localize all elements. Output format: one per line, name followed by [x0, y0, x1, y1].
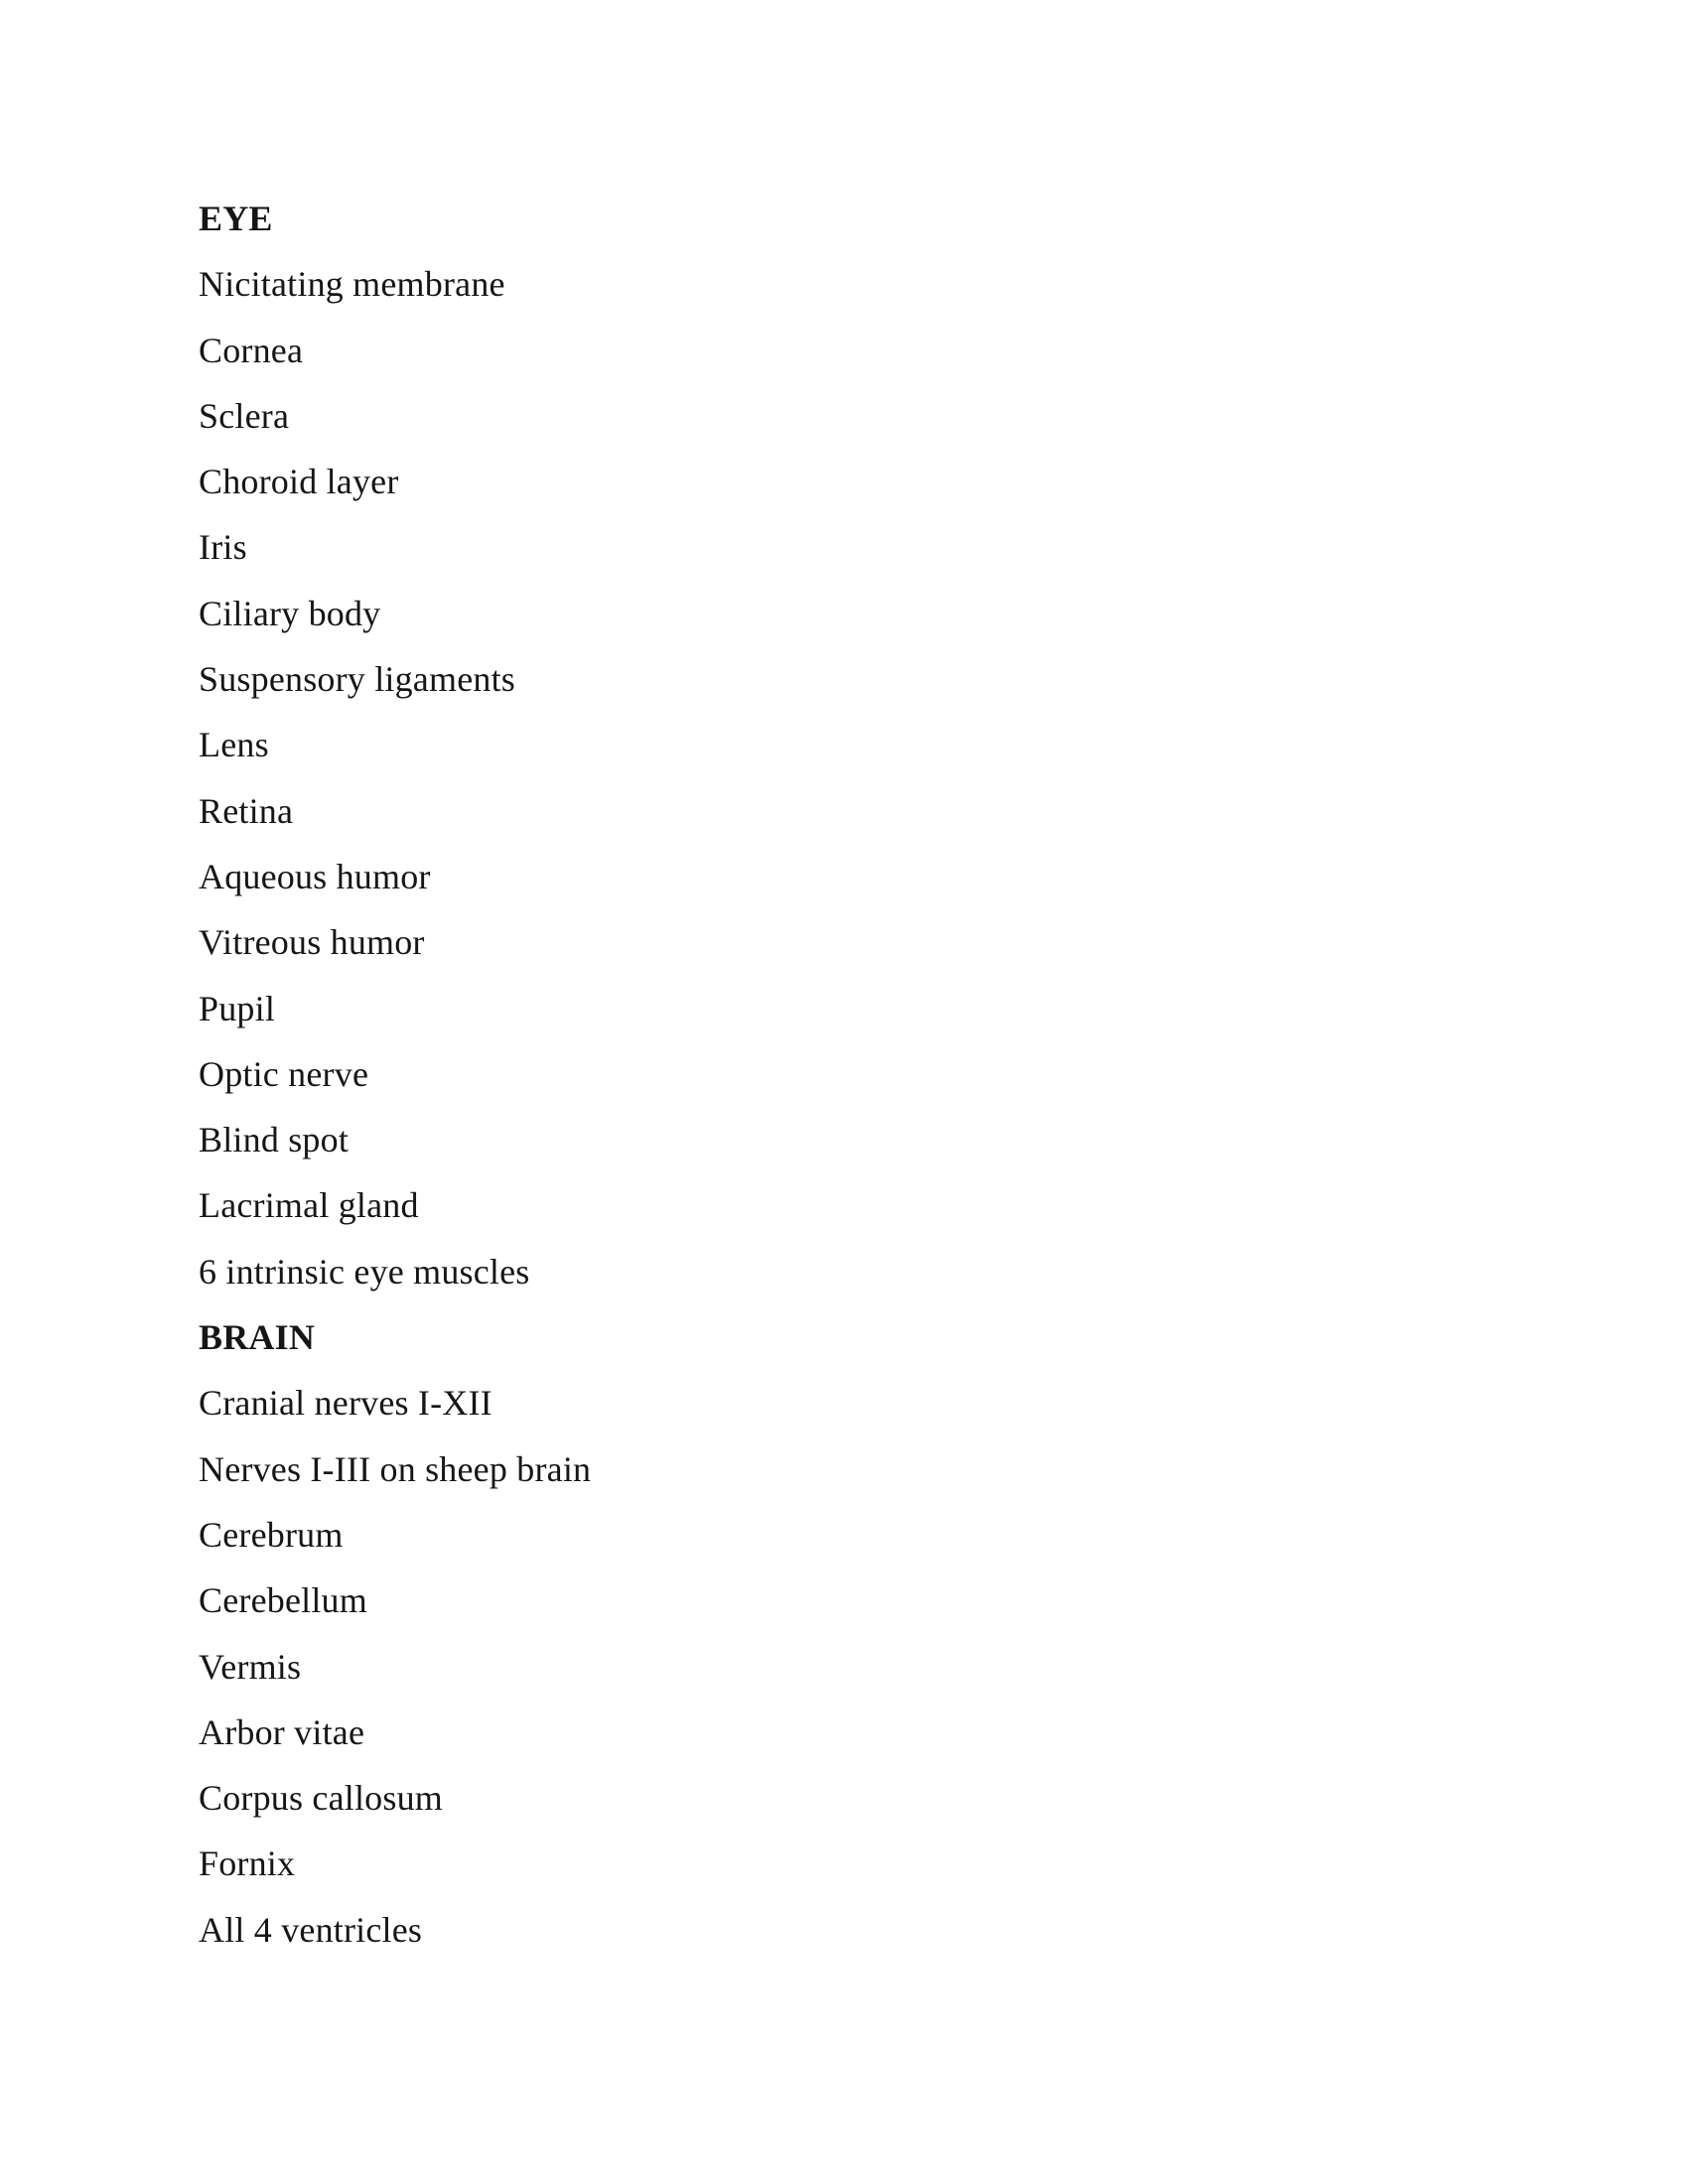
list-item: Corpus callosum: [199, 1778, 443, 1819]
list-item: Cerebrum: [199, 1514, 344, 1555]
list-item: Aqueous humor: [199, 856, 431, 896]
list-item: Fornix: [199, 1843, 296, 1884]
list-item: Nerves I-III on sheep brain: [199, 1448, 592, 1489]
list-item: Cranial nerves I-XII: [199, 1383, 492, 1424]
list-item: 6 intrinsic eye muscles: [199, 1251, 530, 1292]
list-item: Ciliary body: [199, 593, 381, 633]
section-heading-brain: BRAIN: [199, 1317, 316, 1358]
section-heading-eye: EYE: [199, 199, 273, 238]
list-item: Lacrimal gland: [199, 1185, 419, 1226]
list-item: Blind spot: [199, 1120, 350, 1160]
list-item: Cornea: [199, 330, 304, 370]
list-item: Sclera: [199, 395, 290, 436]
list-item: Vitreous humor: [199, 922, 425, 963]
list-item: Vermis: [199, 1646, 302, 1687]
list-item: Nicitating membrane: [199, 264, 505, 305]
list-item: Lens: [199, 725, 269, 765]
list-item: Choroid layer: [199, 462, 399, 502]
document-content: [199, 186, 1569, 1963]
list-item: Optic nerve: [199, 1053, 369, 1094]
list-item: Arbor vitae: [199, 1711, 365, 1752]
list-item: Suspensory ligaments: [199, 659, 515, 700]
list-item: Iris: [199, 527, 247, 568]
list-item: Pupil: [199, 988, 276, 1028]
list-item: Cerebellum: [199, 1580, 367, 1621]
list-item: All 4 ventricles: [199, 1909, 423, 1950]
list-item: Retina: [199, 790, 294, 831]
